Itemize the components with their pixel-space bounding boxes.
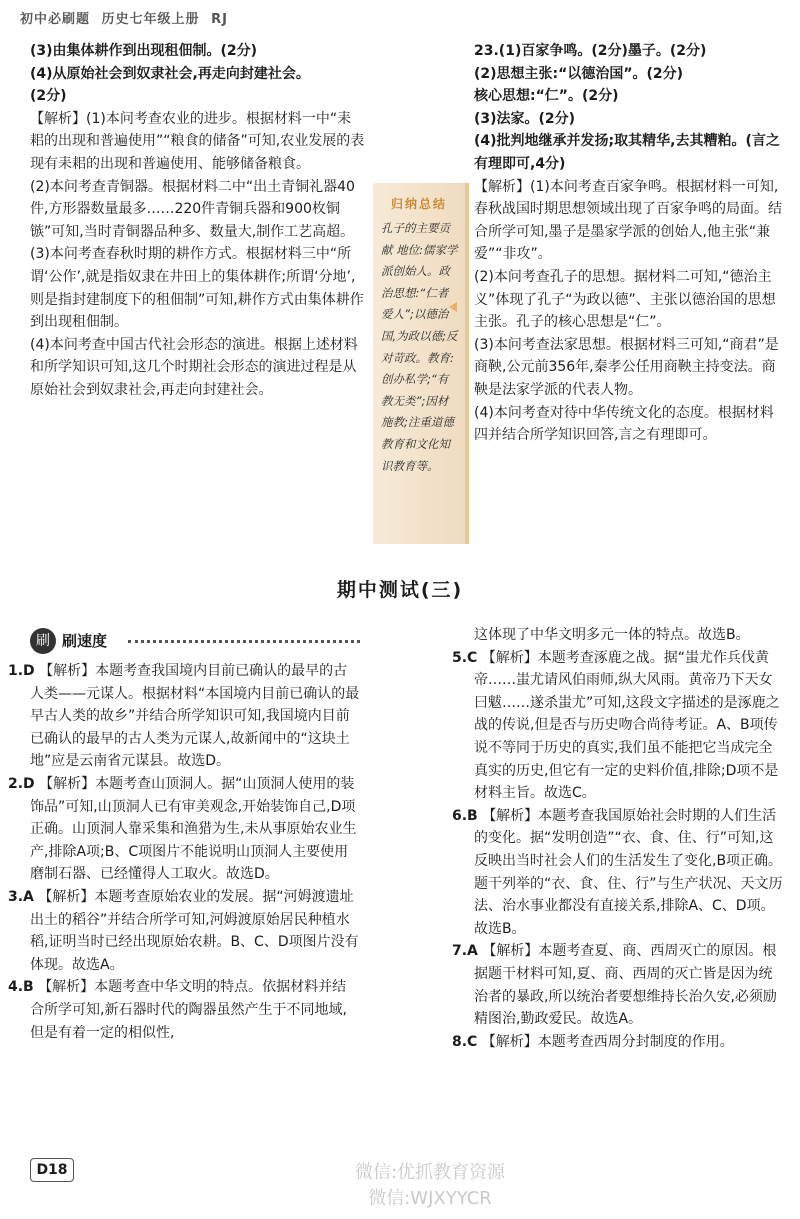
analysis-paragraph: (2)本问考查青铜器。根据材料二中“出土青铜礼器40件,方形器数量最多……220件青铜兵器和900枚铜镞”可知,当时青铜器品种多、数量大,制作工艺高超。 xyxy=(30,178,355,240)
answer-text: 【解析】本题考查夏、商、西周灭亡的原因。根据题干材料可知,夏、商、西周的灭亡皆是因为统治者的暴政,所以统治者要想维持长治久安,必须励精图治,勤政爱民。故选A。 xyxy=(474,943,777,1028)
answer-line: (4)从原始社会到奴隶社会,再走向封建社会。 xyxy=(30,65,310,82)
question-number: 7.A xyxy=(452,943,478,960)
answer-text: 【解析】本题考查我国原始社会时期的人们生活的变化。据“发明创造”“衣、食、住、行”可知,这反映出当时社会人们的生活发生了变化,B项正确。题干列举的“衣、食、住、行”与生产状况、天文历法、治水事业都没有直接关系,排除A、C、D项。故选B。 xyxy=(474,807,783,937)
answer-block-left-bottom xyxy=(8,660,360,1044)
question-number: 4.B xyxy=(8,979,34,996)
answer-item xyxy=(474,624,784,647)
answer-block-left-top xyxy=(30,40,365,402)
section-title: 期中测试(三) xyxy=(336,579,464,601)
book-title: 初中必刷题 xyxy=(20,12,91,27)
sidebar-title: 归纳总结 xyxy=(390,197,447,211)
answer-item xyxy=(452,940,784,1030)
answer-text: 【解析】本题考查涿鹿之战。据“蚩尤作兵伐黄帝……蚩尤请风伯雨师,纵大风雨。黄帝乃下天女曰魃……遂杀蚩尤”可知,这段文字描述的是涿鹿之战的传说,但是否与历史吻合尚待考证。A、B项传说不等同于历史的真实,我们虽不能把它当成完全真实的历史,但它有一定的史料价值,排除;D项不是材料主旨。故选C。 xyxy=(474,649,780,802)
answer-text: 【解析】本题考查中华文明的特点。依据材料并结合所学可知,新石器时代的陶器虽然产生于不同地域,但是有着一定的相似性, xyxy=(30,979,347,1041)
watermark-line: 微信:优抓教育资源 xyxy=(354,1162,506,1183)
analysis-paragraph: 【解析】(1)本问考查农业的进步。根据材料一中“耒耜的出现和普遍使用”“粮食的储备”可知,农业发展的表现有耒耜的出现和普遍使用、能够储备粮食。 xyxy=(30,110,365,172)
speed-badge xyxy=(30,628,360,654)
answer-item xyxy=(452,1031,784,1054)
badge-label: 刷速度 xyxy=(62,632,108,650)
answer-item xyxy=(8,886,360,976)
answer-text: 【解析】本题考查山顶洞人。据“山顶洞人使用的装饰品”可知,山顶洞人已有审美观念,开始装饰自己,D项正确。山顶洞人靠采集和渔猎为生,未从事原始农业生产,排除A项;B、C项图片不能说明山顶洞人主要使用磨制石器、已经懂得人工取火。故选D。 xyxy=(30,775,357,883)
sidebar-body: 孔子的主要贡献 地位:儒家学派创始人。政治思想:“仁者爱人”;以德治国,为政以德;反对苛政。教育:创办私学;“有教无类”;因材施教;注重道德教育和文化知识教育等。 xyxy=(381,221,458,473)
answer-line: (3)法家。(2分) xyxy=(474,110,576,127)
question-number: 5.C xyxy=(452,649,478,666)
answer-line: 23.(1)百家争鸣。(2分)墨子。(2分) xyxy=(474,43,707,59)
answer-text: 【解析】本题考查西周分封制度的作用。 xyxy=(481,1033,734,1050)
answer-item xyxy=(452,647,784,805)
watermark-line: 微信:WJXYYCR xyxy=(368,1188,492,1209)
subject-title: 历史七年级上册 xyxy=(101,12,200,27)
answer-block-right-bottom xyxy=(452,624,784,1053)
question-number: 6.B xyxy=(452,807,478,824)
question-number: 8.C xyxy=(452,1033,478,1050)
answer-text: 这体现了中华文明多元一体的特点。故选B。 xyxy=(474,627,750,643)
answer-line: (2分) xyxy=(30,88,67,105)
question-number: 1.D xyxy=(8,663,35,679)
analysis-paragraph: (4)本问考查对待中华传统文化的态度。根据材料四并结合所学知识回答,言之有理即可。 xyxy=(474,404,774,444)
question-number: 3.A xyxy=(8,888,34,905)
answer-line: (4)批判地继承并发扬;取其精华,去其糟粕。(言之有理即可,4分) xyxy=(474,133,780,172)
question-number: 2.D xyxy=(8,775,35,792)
analysis-paragraph: 【解析】(1)本问考查百家争鸣。根据材料一可知,春秋战国时期思想领域出现了百家争鸣的局面。结合所学可知,墨子是墨家学派的创始人,他主张“兼爱”“非攻”。 xyxy=(474,178,782,263)
answer-line: (3)由集体耕作到出现租佃制。(2分) xyxy=(30,43,258,59)
answer-line: (2)思想主张:“以德治国”。(2分) xyxy=(474,65,684,82)
analysis-paragraph: (2)本问考查孔子的思想。据材料二可知,“德治主义”体现了孔子“为政以德”、主张以德治国的思想主张。孔子的核心思想是“仁”。 xyxy=(474,268,776,331)
answer-line: 核心思想:“仁”。(2分) xyxy=(474,88,619,105)
answer-text: 【解析】本题考查原始农业的发展。据“河姆渡遗址出土的稻谷”并结合所学可知,河姆渡原始居民种植水稻,证明当时已经出现原始农耕。B、C、D项图片没有体现。故选A。 xyxy=(30,888,359,973)
answer-item xyxy=(8,660,360,773)
edition-label: RJ xyxy=(211,12,228,27)
answer-item xyxy=(8,976,360,1044)
answer-text: 【解析】本题考查我国境内目前已确认的最早的古人类——元谋人。根据材料“本国境内目前已确认的最早古人类的故乡”并结合所学知识可知,我国境内目前已确认的最早的古人类为元谋人,故新闻中的“这块土地”应是云南省元谋县。故选D。 xyxy=(30,663,360,770)
page-number: D18 xyxy=(30,1158,74,1182)
analysis-paragraph: (3)本问考查春秋时期的耕作方式。根据材料三中“所谓‘公作’,就是指奴隶在井田上的集体耕作;所谓‘分地’,则是指封建制度下的租佃制”可知,耕作方式由集体耕作到出现租佃制。 xyxy=(30,246,364,331)
brush-icon: 刷 xyxy=(30,628,56,654)
pointer-arrow-icon xyxy=(449,302,457,312)
answer-item xyxy=(8,773,360,886)
answer-item xyxy=(452,805,784,941)
summary-sidebar xyxy=(373,183,469,544)
dotted-divider xyxy=(128,640,360,643)
running-header xyxy=(20,8,300,30)
analysis-paragraph: (4)本问考查中国古代社会形态的演进。根据上述材料和所学知识可知,这几个时期社会形态的演进过程是从原始社会到奴隶社会,再走向封建社会。 xyxy=(30,336,358,398)
answer-block-right-top xyxy=(474,40,784,447)
analysis-paragraph: (3)本问考查法家思想。根据材料三可知,“商君”是商鞅,公元前356年,秦孝公任用商鞅主持变法。商鞅是法家学派的代表人物。 xyxy=(474,336,779,398)
